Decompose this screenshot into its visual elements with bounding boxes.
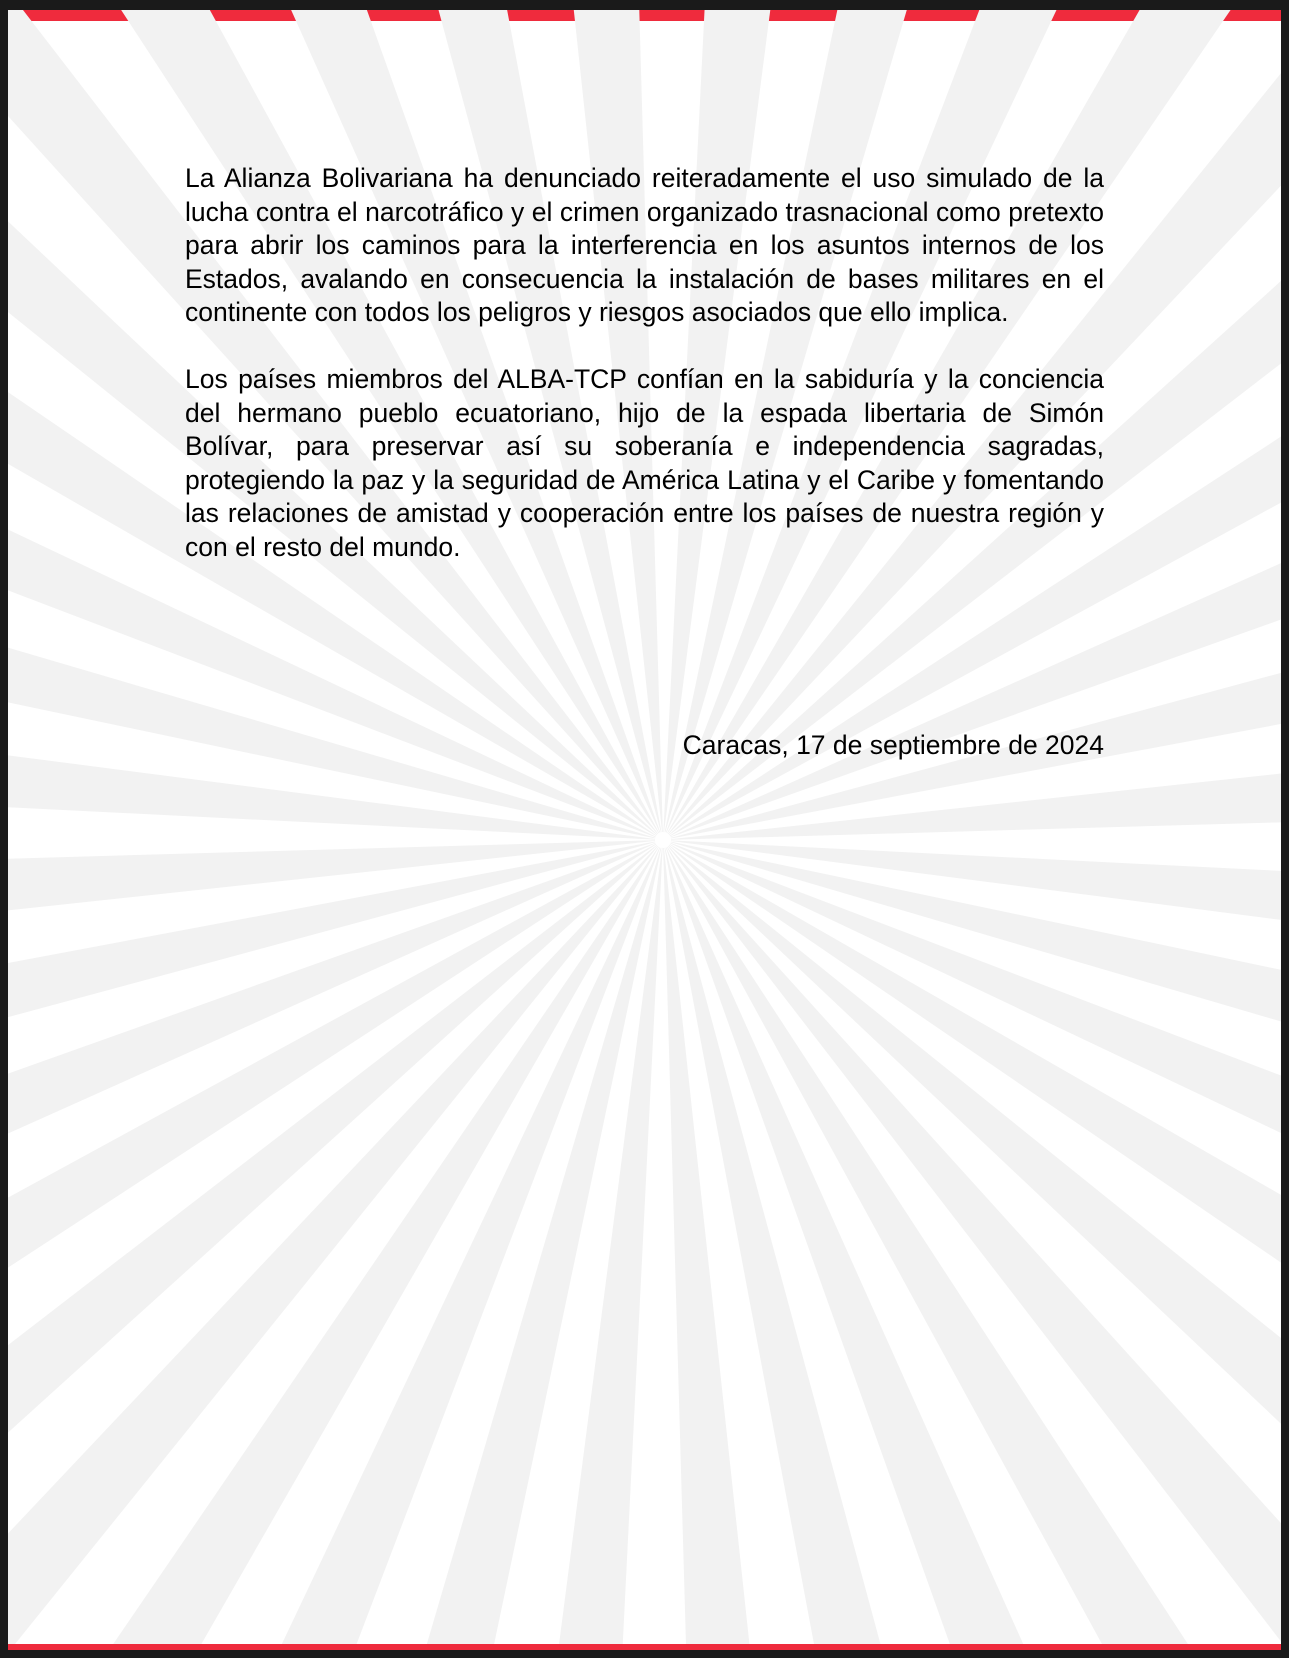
bottom-accent-band: [8, 1644, 1281, 1650]
statement-body: [185, 162, 1104, 565]
place-and-date: Caracas, 17 de septiembre de 2024: [682, 730, 1104, 760]
paragraph-1: La Alianza Bolivariana ha denunciado reiteradamente el uso simulado de la lucha contra el narcotráfico y el crimen organizado trasnacional como pretexto para abrir los caminos para la interferencia en los asuntos internos de los Estados, avalando en consecuencia la instalación de bases militares en el continente con todos los peligros y riesgos asociados que ello implica.: [185, 163, 1104, 328]
paragraph-2: Los países miembros del ALBA-TCP confían en la sabiduría y la conciencia del hermano pueblo ecuatoriano, hijo de la espada libertaria de Simón Bolívar, para preservar así su soberanía e independencia sagradas, protegiendo la paz y la seguridad de América Latina y el Caribe y fomentando las relaciones de amistad y cooperación entre los países de nuestra región y con el resto del mundo.: [185, 363, 1104, 562]
document-page: [8, 10, 1281, 1650]
